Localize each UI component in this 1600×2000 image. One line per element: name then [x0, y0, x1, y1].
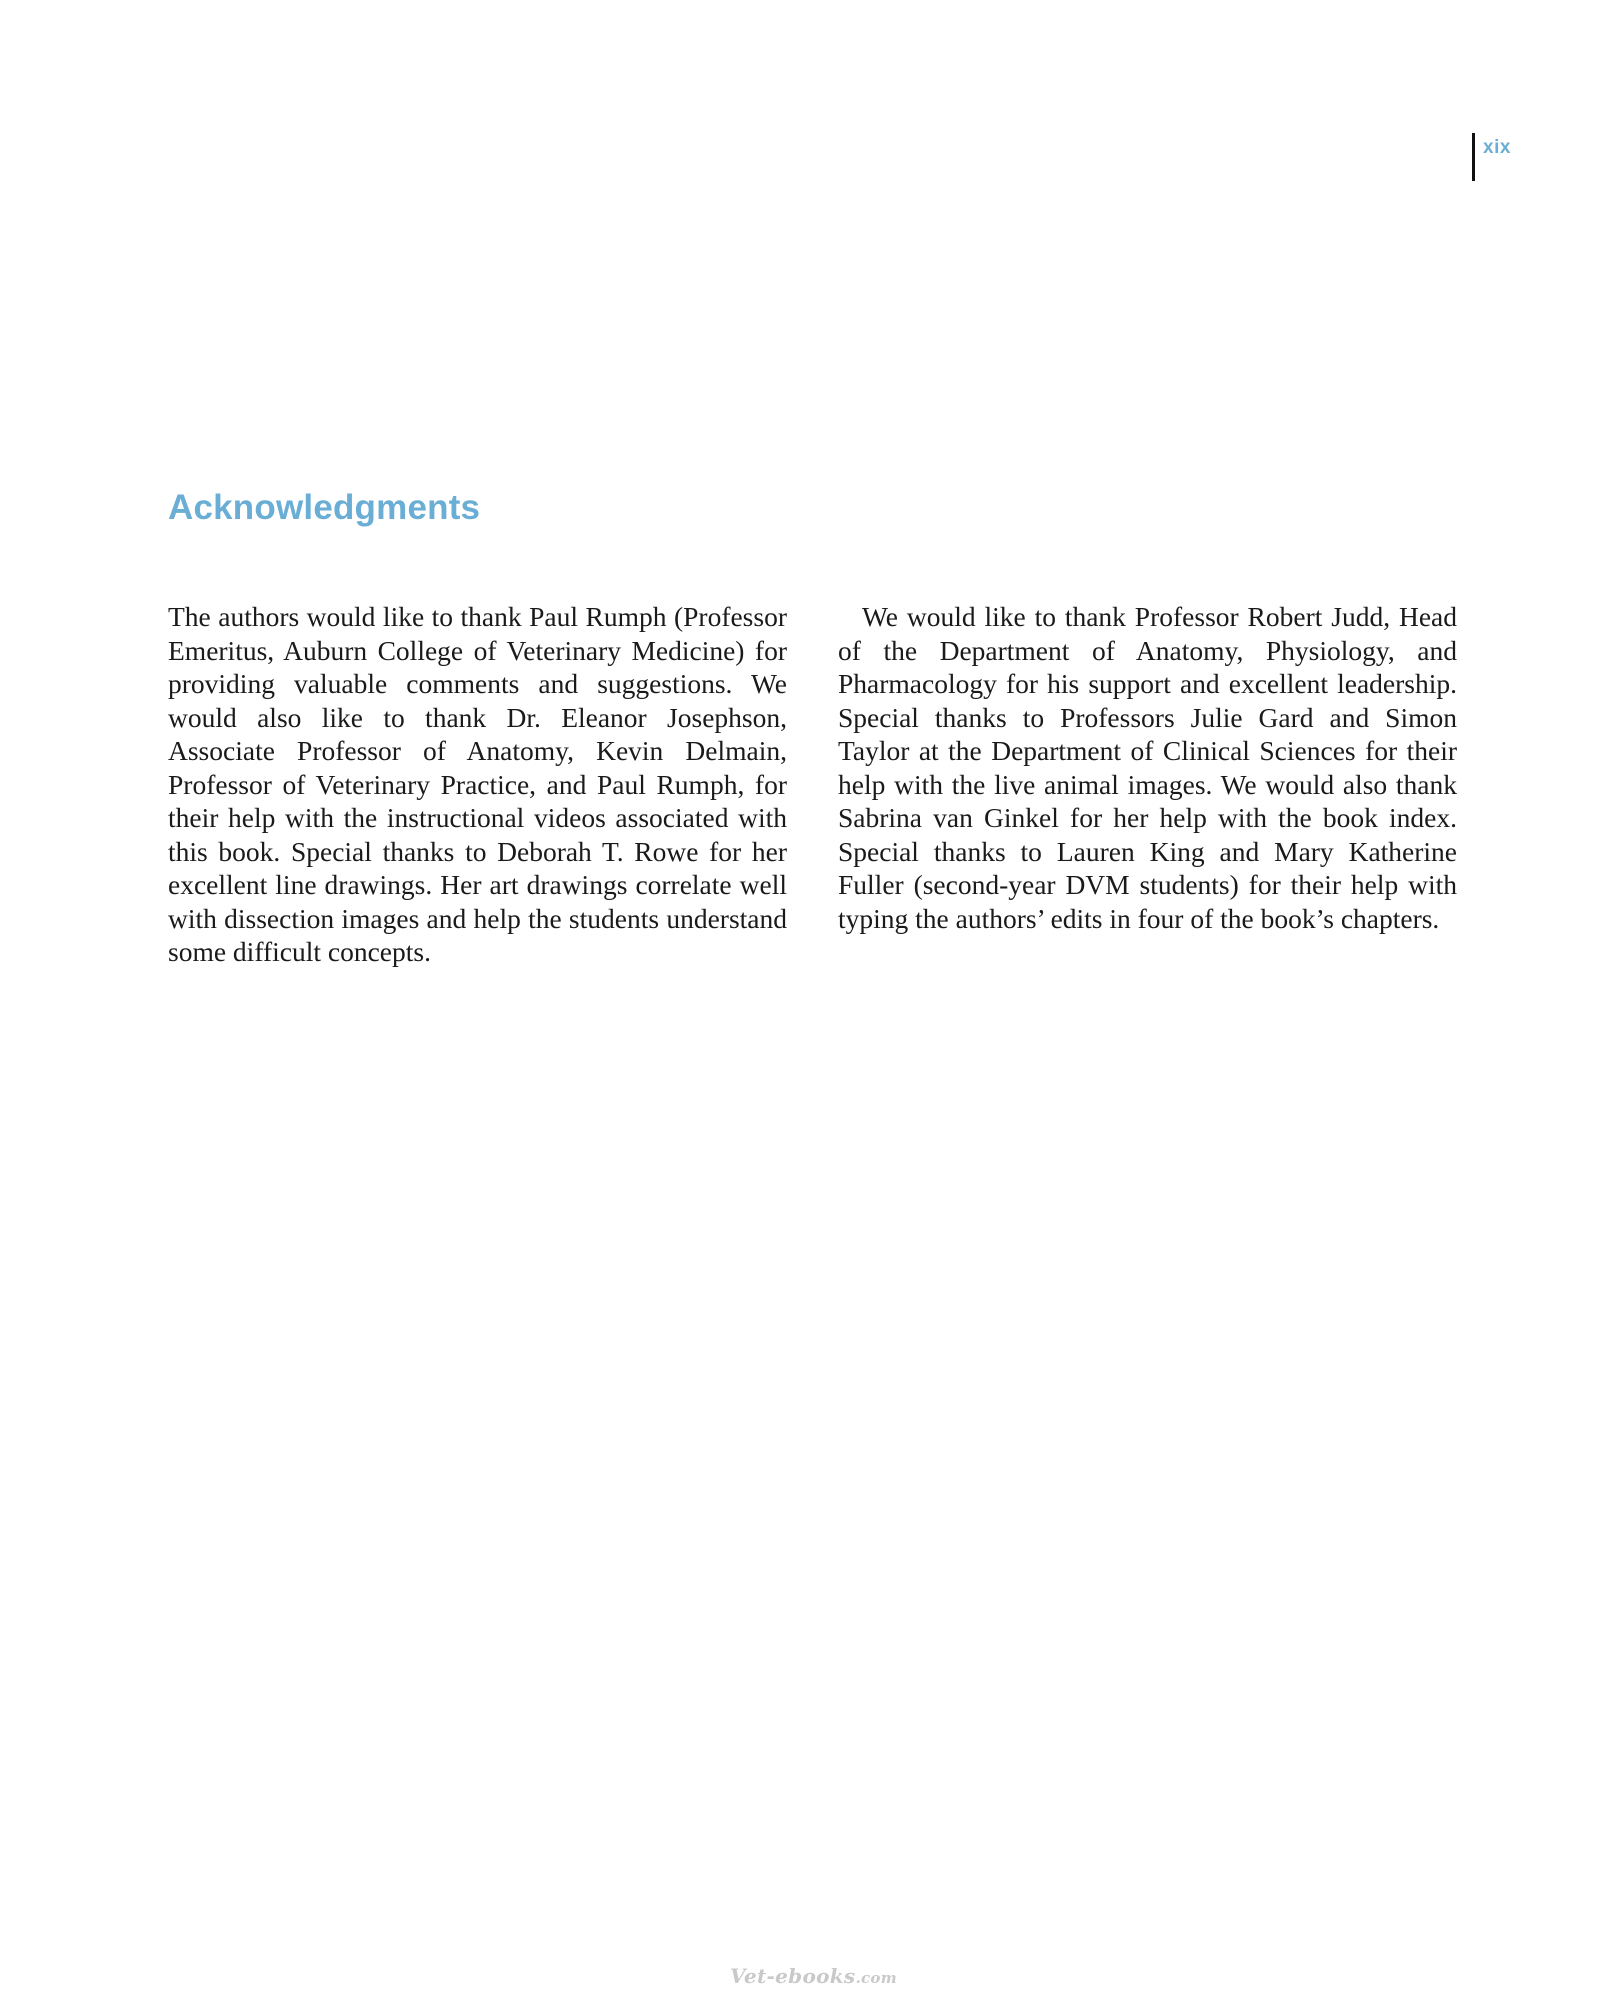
page-number: xix [1483, 137, 1511, 158]
watermark-suffix: .com [855, 1969, 897, 1987]
watermark-logo [730, 1964, 897, 1988]
body-paragraph-left: The authors would like to thank Paul Rumph (Professor Emeritus, Auburn College of Veterinary Medicine) for providing valuable comments and suggestions. We would also like to thank Dr. Eleanor Josephson, Associate Professor of Anatomy, Kevin Delmain, Professor of Veterinary Practice, and Paul Rumph, for their help with the instructional videos associated with this book. Special thanks to Deborah T. Rowe for her excellent line drawings. Her art drawings correlate well with dissection images and help the students understand some difficult concepts. [168, 601, 787, 967]
section-heading: Acknowledgments [168, 488, 481, 527]
page-marker-rule [1472, 133, 1475, 181]
body-paragraph-right: We would like to thank Professor Robert Judd, Head of the Department of Anatomy, Physiology, and Pharmacology for his support and excellent leadership. Special thanks to Professors Julie Gard and Simon Taylor at the Department of Clinical Sciences for their help with the live animal images. We would also thank Sabrina van Ginkel for her help with the book index. Special thanks to Lauren King and Mary Katherine Fuller (second-year DVM students) for their help with typing the authors’ edits in four of the book’s chapters. [838, 601, 1457, 934]
watermark-main: Vet-ebooks [730, 1964, 856, 1988]
